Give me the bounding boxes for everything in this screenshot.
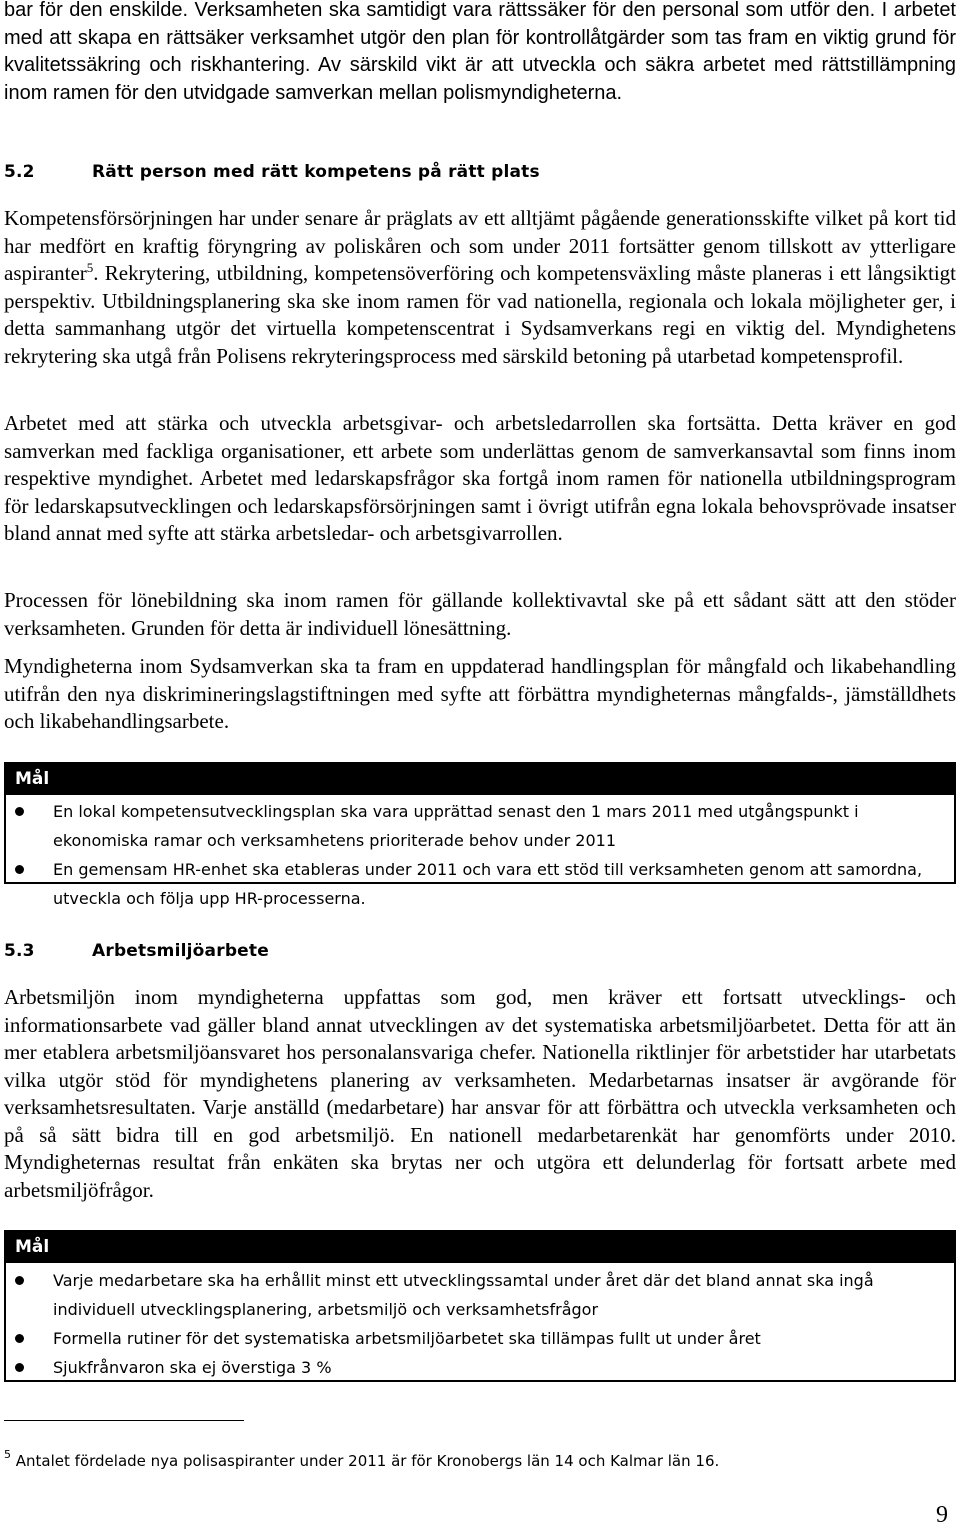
goal-text: En lokal kompetensutvecklingsplan ska vara upprättad senast den 1 mars 2011 med utgångspunkt i ekonomiska ramar och verksamhetens prioriterade behov under 2011 <box>53 802 859 850</box>
footnote <box>4 1448 720 1470</box>
goals-label: Mål <box>6 764 954 795</box>
goal-text: Formella rutiner för det systematiska arbetsmiljöarbetet ska tillämpas fullt ut under året <box>53 1329 761 1348</box>
goals-list <box>6 795 954 913</box>
goal-text: Varje medarbetare ska ha erhållit minst ett utvecklingssamtal under året där det bland annat ska ingå individuell utvecklingsplanering, arbetsmiljö och verksamhetsfrågor <box>53 1271 874 1319</box>
bullet-icon <box>15 1276 24 1285</box>
paragraph-text: . Rekrytering, utbildning, kompetensöverföring och kompetensväxling måste planeras i ett långsiktigt perspektiv. Utbildningsplanering ska ske inom ramen för vad nationella, regionala och lokala möjligheter ger, i detta sammanhang utgör det virtuella kompetenscentrat i Sydsamverkans regi en viktig del. Myndighetens rekrytering ska utgå från Polisens rekryteringsprocess med särskild betoning på utarbetad kompetensprofil. <box>4 261 956 368</box>
section-title: Rätt person med rätt kompetens på rätt plats <box>92 162 540 182</box>
goal-text: En gemensam HR-enhet ska etableras under 2011 och vara ett stöd till verksamheten genom att samordna, utveckla och följa upp HR-processerna. <box>53 860 923 908</box>
paragraph-diversity: Myndigheterna inom Sydsamverkan ska ta fram en uppdaterad handlingsplan för mångfald och likabehandling utifrån den nya diskrimineringslagstiftningen med syfte att förbättra myndigheternas mångfalds-, jämställdhets och likabehandlingsarbete. <box>4 654 956 733</box>
goals-box-5-3 <box>4 1230 956 1382</box>
goal-text: Sjukfrånvaron ska ej överstiga 3 % <box>53 1358 332 1377</box>
goal-item <box>6 1266 954 1324</box>
paragraph-work-environment: Arbetsmiljön inom myndigheterna uppfattas som god, men kräver ett fortsatt utvecklings- och informationsarbete vad gäller bland annat utvecklingen av det systematiska arbetsmiljöarbetet. Detta för att än mer etablera arbetsmiljöansvaret hos personalansvariga chefer. Nationella riktlinjer för arbetstider har utarbetats vilka utgör stöd för myndighetens planering av verksamheten. Medarbetarnas insatser är avgörande för verksamhetsresultaten. Varje anställd (medarbetare) har ansvar för att förbättra och utveckla verksamheten och på så sätt bidra till en god arbetsmiljö. En nationell medarbetarenkät har genomförts under 2010. Myndigheternas resultat från enkäten ska brytas ner och utgöra ett delunderlag för fortsatt arbete med arbetsmiljöfrågor. <box>4 985 956 1202</box>
bullet-icon <box>15 1363 24 1372</box>
footnote-reference: 5 <box>86 260 94 275</box>
paragraph-competence <box>4 205 956 370</box>
goal-item <box>6 855 954 913</box>
goal-item <box>6 1324 954 1353</box>
intro-paragraph: bar för den enskilde. Verksamheten ska samtidigt vara rättssäker för den personal som utför den. I arbetet med att skapa en rättsäker verksamhet utgör den plan för kontrollåtgärder som tas fram en viktig grund för kvalitetssäkring och riskhantering. Av särskild vikt är att utveckla och säkra arbetet med rättstillämpning inom ramen för den utvidgade samverkan mellan polismyndigheterna. <box>4 0 956 104</box>
paragraph-salary: Processen för lönebildning ska inom ramen för gällande kollektivavtal ske på ett sådant sätt att den stöder verksamheten. Grunden för detta är individuell lönesättning. <box>4 588 956 640</box>
section-number: 5.3 <box>4 941 35 961</box>
section-number: 5.2 <box>4 162 35 182</box>
footnote-text: Antalet fördelade nya polisaspiranter under 2011 är för Kronobergs län 14 och Kalmar län 16. <box>15 1452 720 1470</box>
goal-item <box>6 797 954 855</box>
paragraph-text: Kompetensförsörjningen har under senare år präglats av ett alltjämt pågående generationsskifte vilket på kort tid har medfört en kraftig föryngring av poliskåren och som under 2011 fortsätter genom tillskott av ytterligare aspiranter <box>4 206 956 285</box>
page-number: 9 <box>936 1502 948 1528</box>
bullet-icon <box>15 1334 24 1343</box>
footnote-number: 5 <box>4 1448 11 1461</box>
bullet-icon <box>15 865 24 874</box>
goals-label: Mål <box>6 1232 954 1263</box>
goal-item <box>6 1353 954 1382</box>
bullet-icon <box>15 807 24 816</box>
paragraph-leadership: Arbetet med att stärka och utveckla arbetsgivar- och arbetsledarrollen ska fortsätta. Detta kräver en god samverkan med fackliga organisationer, ett arbete som underlättas genom de samverkansavtal som finns inom respektive myndighet. Arbetet med ledarskapsfrågor ska fortgå inom ramen för nationella utbildningsprogram för ledarskapsutvecklingen och ledarskapsförsörjningen samt i övrigt utifrån egna lokala behovsprövade insatser bland annat med syfte att stärka arbetsledar- och arbetsgivarrollen. <box>4 411 956 545</box>
section-title: Arbetsmiljöarbete <box>92 941 269 961</box>
goals-list <box>6 1263 954 1382</box>
footnote-divider <box>4 1420 244 1421</box>
goals-box-5-2 <box>4 762 956 908</box>
